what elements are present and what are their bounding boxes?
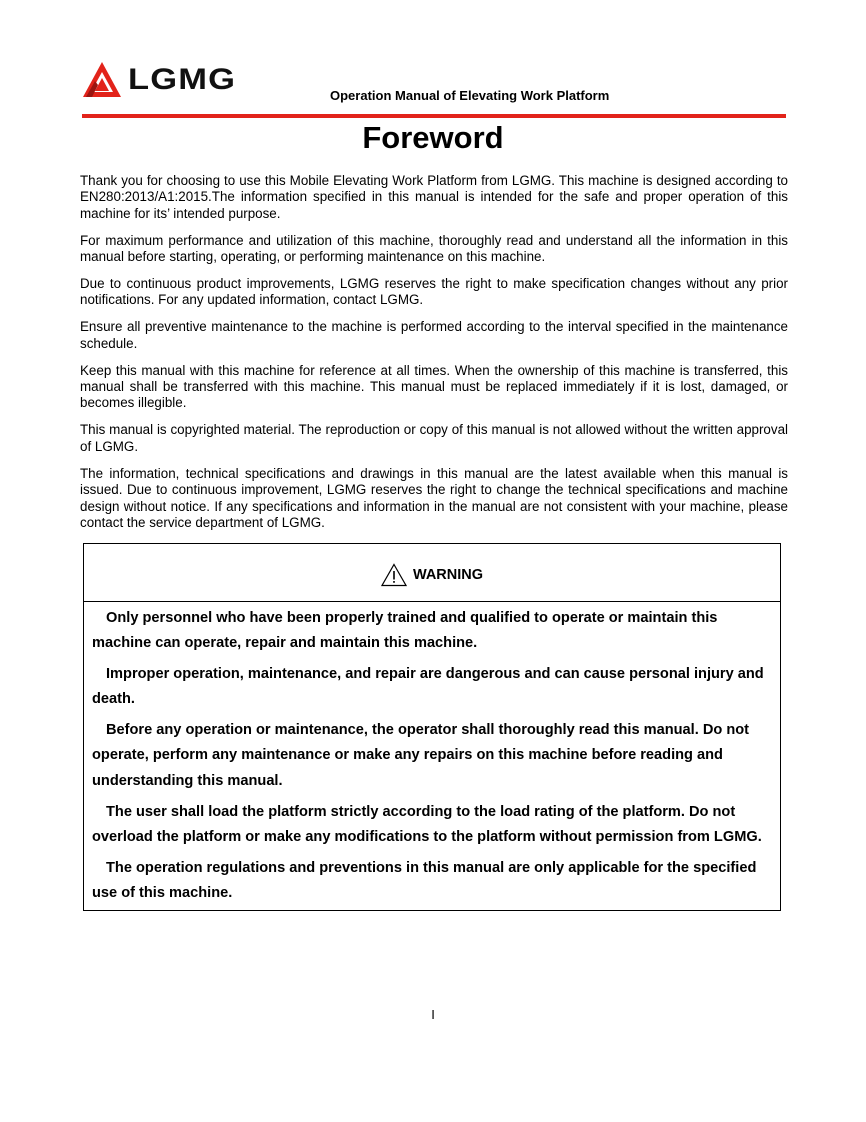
warning-label: WARNING [412, 566, 484, 583]
warning-content [84, 602, 780, 906]
lgmg-logo [82, 60, 237, 100]
lgmg-logo-icon [82, 61, 122, 99]
paragraph: Due to continuous product improvements, LGMG reserves the right to make specification changes without any prior notifications. For any updated information, contact LGMG. [80, 276, 788, 308]
warning-item: Before any operation or maintenance, the operator shall thoroughly read this manual. Do not operate, perform any maintenance or make any repairs on this machine before reading and understanding this manual. [92, 722, 750, 789]
warning-triangle-icon [381, 563, 407, 587]
paragraph: For maximum performance and utilization of this machine, thoroughly read and understand all the information in this manual before starting, operating, or performing maintenance on this machine. [80, 232, 788, 265]
page-header [82, 58, 786, 120]
paragraph: The information, technical specifications and drawings in this manual are the latest available when this manual is issued. Due to continuous improvement, LGMG reserves the right to change the technical specifications and machine design without notice. If any specifications and information in the manual are not consistent with your machine, please contact the service department of LGMG. [80, 465, 788, 530]
warning-box [83, 543, 781, 911]
warning-item: The user shall load the platform strictly according to the load rating of the platform. Do not overload the platform or make any modifications to the platform without permission from LGMG. [92, 803, 762, 845]
warning-item: The operation regulations and preventions in this manual are only applicable for the specified use of this machine. [92, 859, 757, 901]
paragraph: This manual is copyrighted material. The reproduction or copy of this manual is not allowed without the written approval of LGMG. [80, 422, 788, 454]
page-number: I [431, 1007, 435, 1022]
warning-item: Only personnel who have been properly trained and qualified to operate or maintain this machine can operate, repair and maintain this machine. [92, 610, 718, 652]
warning-header [84, 544, 780, 602]
paragraph: Keep this manual with this machine for reference at all times. When the ownership of this machine is transferred, this manual shall be transferred with this machine. This manual must be replaced immediately if it is lost, damaged, or becomes illegible. [80, 362, 788, 411]
header-divider [82, 114, 786, 118]
page-heading: Foreword [362, 120, 504, 155]
document-title: Operation Manual of Elevating Work Platform [330, 88, 610, 103]
foreword-body [80, 173, 788, 542]
paragraph: Thank you for choosing to use this Mobile Elevating Work Platform from LGMG. This machine is designed according to EN280:2013/A1:2015.The information specified in this manual is intended for the safe and proper operation of this machine for its’ intended purpose. [80, 173, 788, 221]
paragraph: Ensure all preventive maintenance to the machine is performed according to the interval specified in the maintenance schedule. [80, 319, 788, 351]
warning-item: Improper operation, maintenance, and repair are dangerous and can cause personal injury and death. [92, 666, 764, 708]
brand-name: LGMG [128, 63, 237, 96]
